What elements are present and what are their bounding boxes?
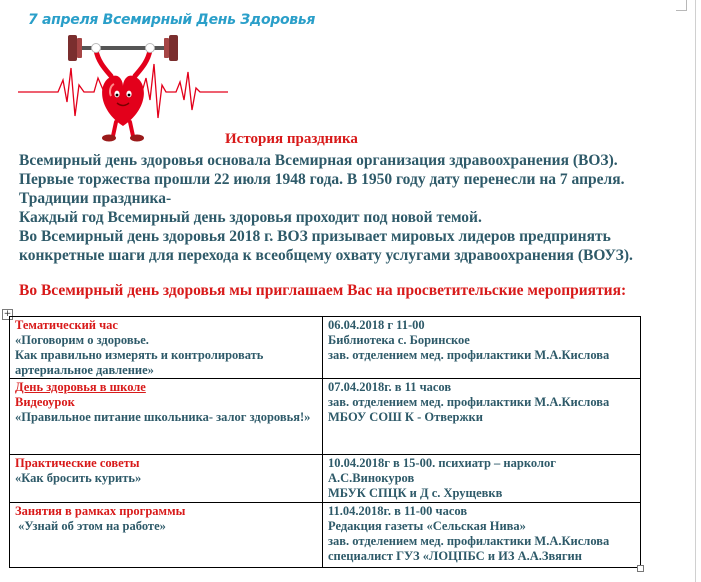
page-edge (695, 0, 696, 582)
text-boundary-corner (676, 0, 687, 11)
event-line: МБОУ СОШ К - Отвержки (328, 410, 483, 424)
event-line: Как правильно измерять и контролировать артериальное давление» (15, 348, 264, 377)
event-line: «Как бросить курить» (15, 471, 142, 485)
event-date: 06.04.2018 г 11-00 (328, 318, 425, 332)
header-title: 7 апреля Всемирный День Здоровья (28, 12, 316, 28)
event-subtitle: Видеоурок (15, 395, 75, 409)
event-description-cell (10, 379, 323, 455)
event-description-cell (10, 503, 323, 568)
table-row (10, 503, 641, 568)
events-table (9, 316, 641, 568)
table-resize-handle-icon[interactable] (637, 565, 644, 572)
event-line: Библиотека с. Боринское (328, 333, 470, 347)
event-details-cell (323, 317, 641, 379)
event-details-cell (323, 503, 641, 568)
history-text (19, 151, 649, 265)
event-line: зав. отделением мед. профилактики М.А.Кислова (328, 395, 610, 409)
event-line: «Правильное питание школьника- залог здоровья!» (15, 410, 311, 424)
table-row (10, 317, 641, 379)
event-details-cell (323, 379, 641, 455)
history-title: История праздника (225, 131, 358, 147)
table-row (10, 379, 641, 455)
event-title: Практические советы (15, 456, 140, 470)
event-line: зав. отделением мед. профилактики М.А.Кислова (328, 348, 610, 362)
event-date: 10.04.2018г в 15-00. психиатр – нарколог А.С.Винокуров (328, 456, 556, 485)
table-move-handle-icon[interactable]: + (3, 309, 12, 319)
table-row (10, 455, 641, 503)
event-line: «Узнай об этом на работе» (15, 519, 166, 533)
event-description-cell (10, 455, 323, 503)
invitation-text: Во Всемирный день здоровья мы приглашаем Вас на просветительские мероприятия: (19, 282, 627, 299)
history-paragraph: Каждый год Всемирный день здоровья проходит под новой темой. (19, 209, 482, 226)
event-date: 11.04.2018г. в 11-00 часов (328, 504, 468, 518)
event-line: МБУК СПЦК и Д с. Хрущевкв (328, 486, 503, 500)
heart-with-barbell-logo (18, 30, 228, 148)
event-description-cell (10, 317, 323, 379)
event-title: Тематический час (15, 318, 118, 332)
event-line: «Поговорим о здоровье. (15, 333, 149, 347)
history-paragraph: Во Всемирный день здоровья 2018 г. ВОЗ призывает мировых лидеров предпринять конкретные шаги для перехода к всеобщему охвату услугами здравоохранения (ВОУЗ). (19, 228, 633, 264)
event-title: Занятия в рамках программы (15, 504, 186, 518)
event-line: Редакция газеты «Сельская Нива» (328, 519, 526, 533)
event-title: День здоровья в школе (15, 380, 146, 394)
event-details-cell (323, 455, 641, 503)
event-line: зав. отделением мед. профилактики М.А.Кислова (328, 534, 610, 548)
event-line: специалист ГУЗ «ЛОЦПБС и ИЗ А.А.Звягин (328, 549, 582, 563)
event-date: 07.04.2018г. в 11 часов (328, 380, 452, 394)
history-paragraph: Всемирный день здоровья основала Всемирная организация здравоохранения (ВОЗ). Первые торжества прошли 22 июля 1948 года. В 1950 году дату перенесли на 7 апреля. Традиции праздника- (19, 152, 625, 207)
